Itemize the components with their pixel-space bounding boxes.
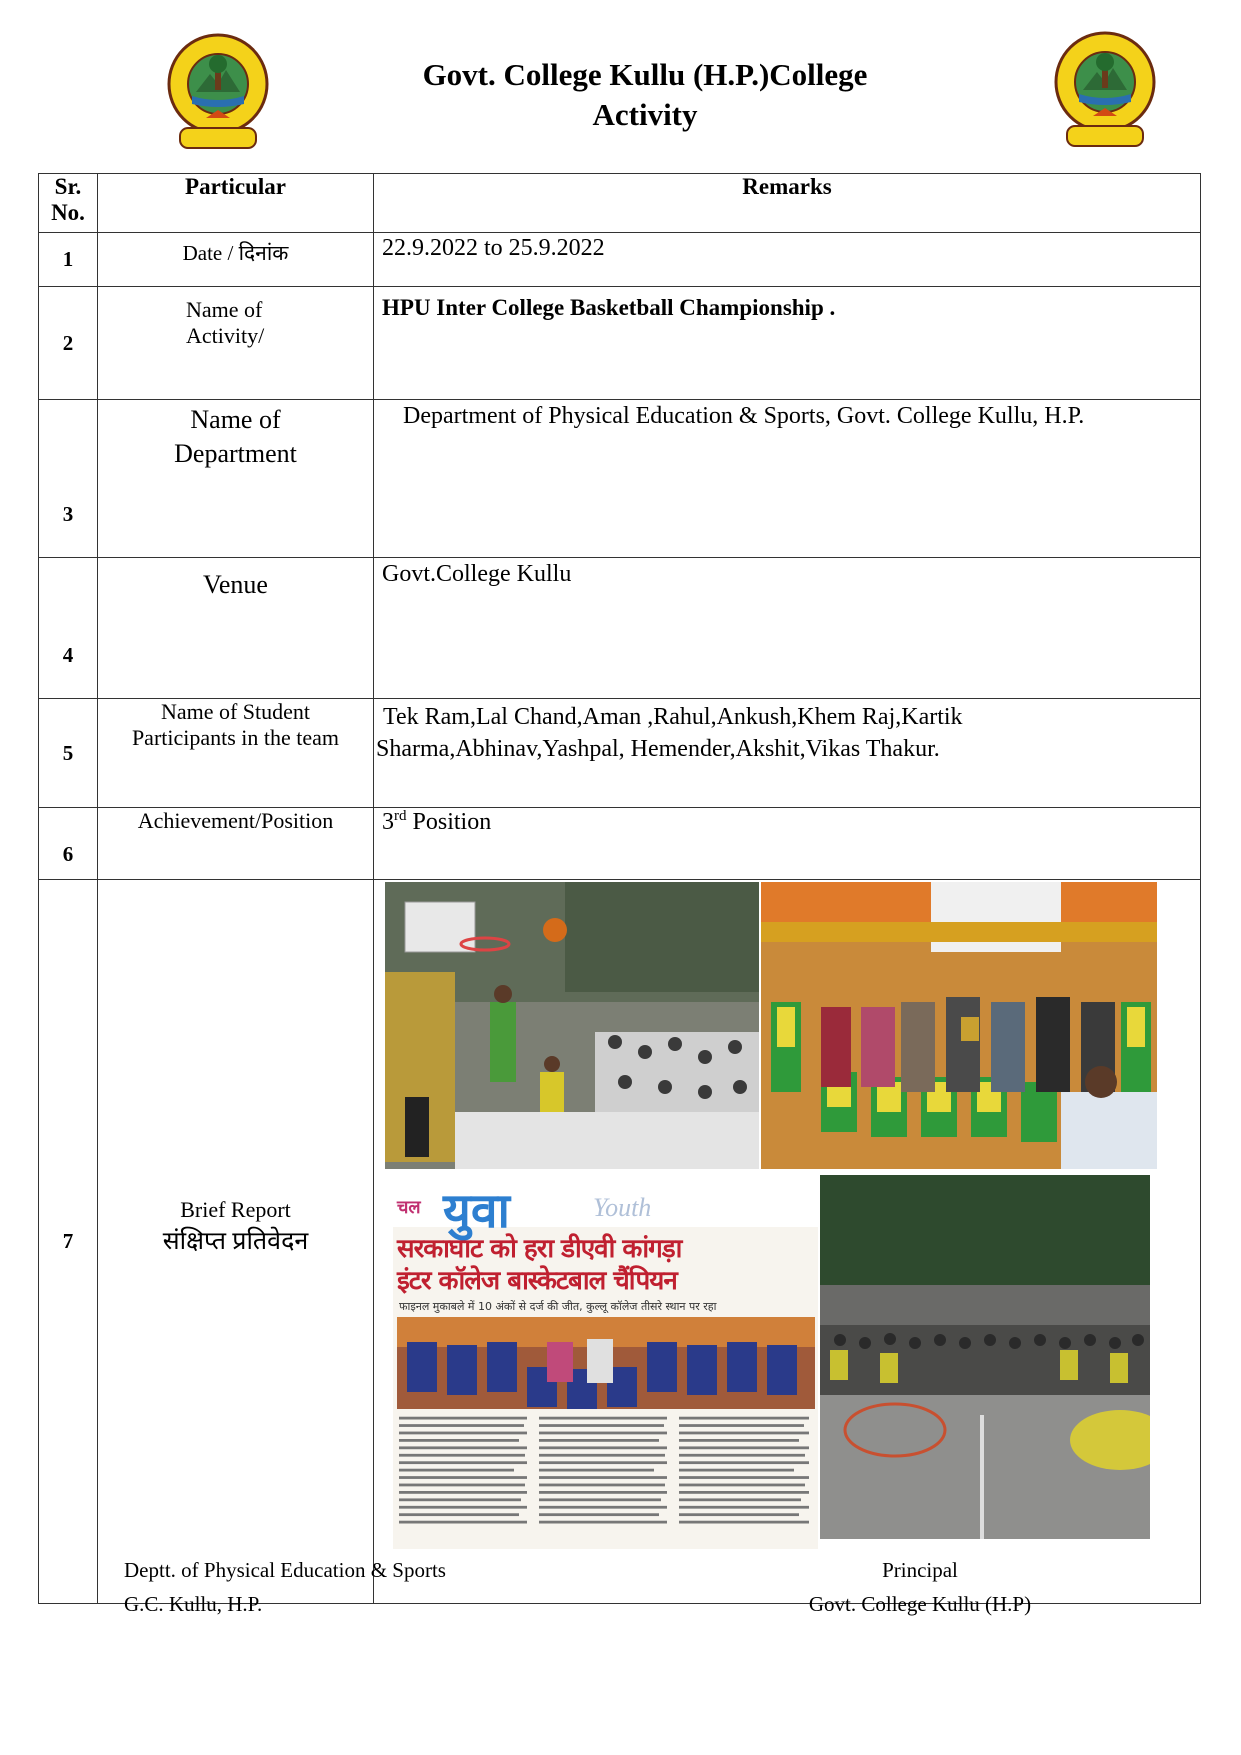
header-sr-no: Sr. No. — [39, 174, 98, 233]
footer-department — [124, 1553, 446, 1621]
newspaper-masthead: चल युवा Youth — [393, 1183, 818, 1227]
sr-no: 2 — [39, 287, 98, 400]
remarks-date: 22.9.2022 to 25.9.2022 — [374, 233, 1201, 287]
particular-participants: Name of Student Participants in the team — [98, 699, 374, 808]
remarks-participants: Tek Ram,Lal Chand,Aman ,Rahul,Ankush,Khem Raj,Kartik Sharma,Abhinav,Yashpal, Hemender,Akshit,Vikas Thakur. — [374, 699, 1201, 808]
table-row — [39, 880, 1201, 1604]
sr-no: 1 — [39, 233, 98, 287]
newspaper-headline: सरकाघाट को हरा डीएवी कांगड़ा इंटर कॉलेज बास्केटबाल चैंपियन — [397, 1234, 682, 1296]
sr-no: 7 — [39, 880, 98, 1604]
particular-achievement: Achievement/Position — [98, 808, 374, 880]
table-row — [39, 808, 1201, 880]
college-logo-right — [1053, 28, 1157, 152]
brief-report-label: Brief Report — [180, 1196, 291, 1222]
basketball-action-photo — [385, 882, 759, 1169]
header-remarks: Remarks — [374, 174, 1201, 233]
sr-no: 4 — [39, 558, 98, 699]
newspaper-subhead: फाइनल मुकाबले में 10 अंकों से दर्ज की जीत, कुल्लू कॉलेज तीसरे स्थान पर रहा — [399, 1300, 717, 1313]
college-logo-left — [166, 30, 270, 154]
table-row — [39, 400, 1201, 558]
footer-right-line-1: Principal — [882, 1558, 958, 1582]
brief-report-label-hindi: संक्षिप्त प्रतिवेदन — [162, 1227, 309, 1255]
activity-table — [38, 173, 1201, 1604]
photo-collage-cell — [374, 880, 1201, 1604]
newspaper-article-text — [397, 1413, 815, 1543]
remarks-activity: HPU Inter College Basketball Championship . — [374, 287, 1201, 400]
table-row — [39, 558, 1201, 699]
sr-no: 6 — [39, 808, 98, 880]
newspaper-team-photo — [397, 1317, 815, 1409]
particular-venue: Venue — [98, 558, 374, 699]
footer-left-line-1: Deptt. of Physical Education & Sports — [124, 1558, 446, 1582]
header-particular: Particular — [98, 174, 374, 233]
particular-brief-report — [98, 880, 374, 1604]
table-row — [39, 287, 1201, 400]
title-line-1: Govt. College Kullu (H.P.)College — [422, 57, 868, 92]
remarks-department: Department of Physical Education & Sports, Govt. College Kullu, H.P. — [374, 400, 1201, 558]
group-court-photo — [820, 1175, 1150, 1539]
sr-no: 3 — [39, 400, 98, 558]
newspaper-clipping — [393, 1183, 818, 1549]
particular-date: Date / दिनांक — [98, 233, 374, 287]
team-trophy-photo — [761, 882, 1157, 1169]
remarks-achievement: 3rd Position — [374, 808, 1201, 880]
page-title — [320, 55, 970, 135]
footer-principal — [790, 1553, 1050, 1621]
table-row — [39, 699, 1201, 808]
table-header-row — [39, 174, 1201, 233]
remarks-venue: Govt.College Kullu — [374, 558, 1201, 699]
table-row — [39, 233, 1201, 287]
footer-left-line-2: G.C. Kullu, H.P. — [124, 1592, 263, 1616]
footer-right-line-2: Govt. College Kullu (H.P) — [808, 1592, 1032, 1616]
title-line-2: Activity — [592, 97, 698, 132]
particular-activity: Name of Activity/ — [98, 287, 374, 400]
sr-no: 5 — [39, 699, 98, 808]
particular-department: Name of Department — [98, 400, 374, 558]
